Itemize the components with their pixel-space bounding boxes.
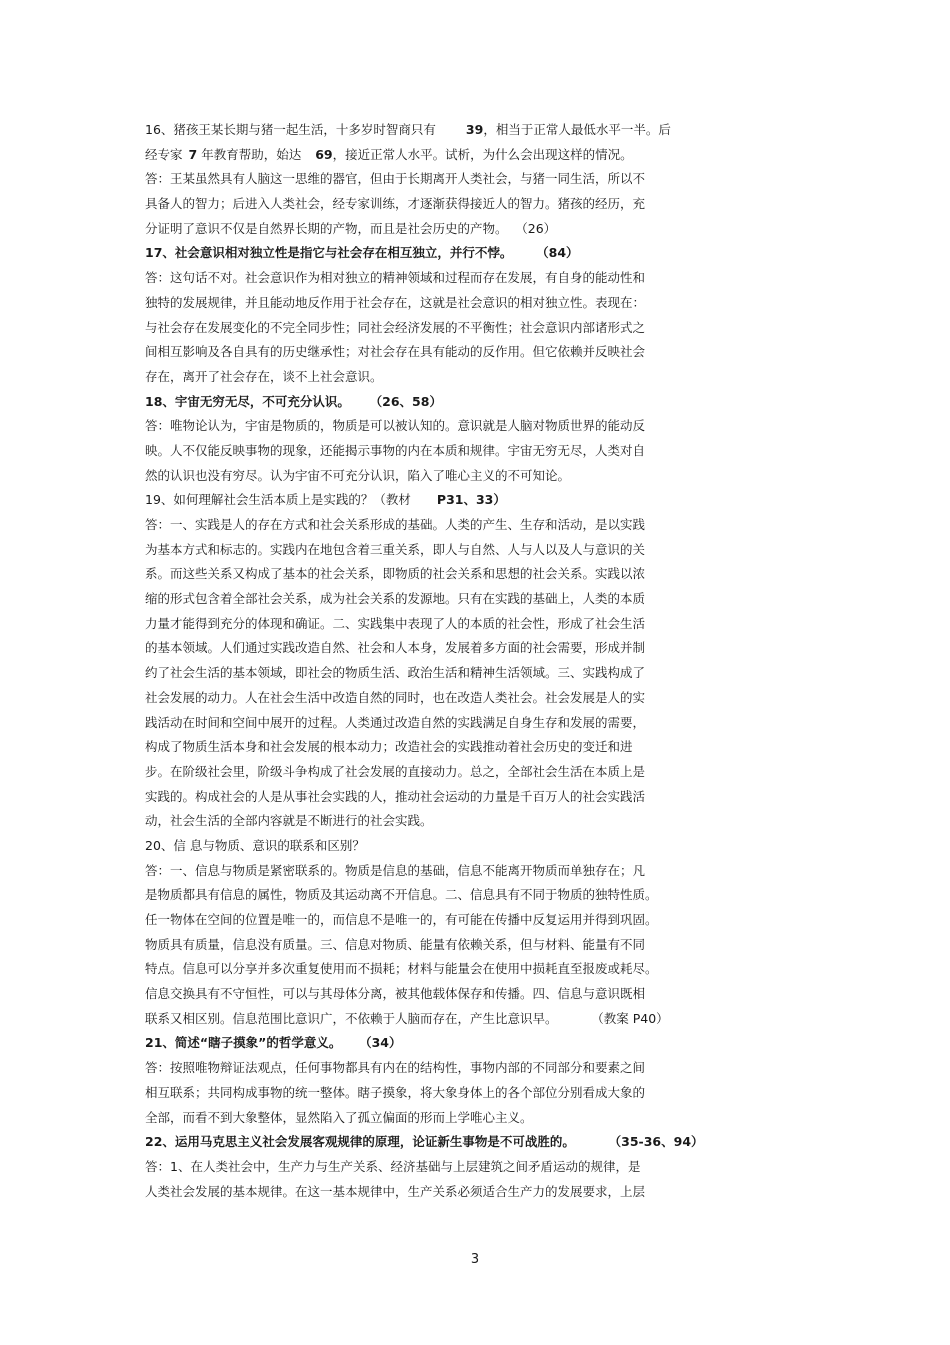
text-segment: 的基本领域。人们通过实践改造自然、社会和人本身，发展着多方面的社会需要，形成并制	[145, 640, 646, 656]
text-segment: （84）	[542, 245, 579, 261]
text-line	[145, 316, 735, 341]
text-segment: 任一物体在空间的位置是唯一的，而信息不是唯一的，有可能在传播中反复运用并得到巩固。	[145, 912, 658, 927]
text-segment: P31、33）	[436, 492, 506, 508]
text-line	[145, 1130, 735, 1155]
text-segment: 物质具有质量，信息没有质量。三、信息对物质、能量有依赖关系，但与材料、能量有不同	[145, 936, 646, 952]
text-line	[145, 883, 735, 908]
text-segment: 答：按照唯物辩证法观点，任何事物都具有内在的结构性，事物内部的不同部分和要素之间	[145, 1060, 646, 1076]
text-segment: 独特的发展规律，并且能动地反作用于社会存在，这就是社会意识的相对独立性。表现在：	[145, 294, 646, 310]
text-segment: 69	[315, 146, 333, 162]
text-segment: 信息交换具有不守恒性，可以与其母体分离，被其他载体保存和传播。四、信息与意识既相	[145, 986, 646, 1002]
text-line	[145, 1081, 735, 1106]
text-segment: 步。在阶级社会里，阶级斗争构成了社会发展的直接动力。总之，全部社会生活在本质上是	[145, 763, 646, 779]
text-segment: 全部，而看不到大象整体，显然陷入了孤立偏面的形而上学唯心主义。	[145, 1109, 533, 1125]
text-line	[145, 217, 735, 242]
text-segment: 20、信 息与物质、意识的联系和区别？	[145, 837, 365, 853]
text-line	[145, 562, 735, 587]
text-line	[145, 365, 735, 390]
text-segment: 22、运用马克思主义社会发展客观规律的原理，论证新生事物是不可战胜的。	[145, 1134, 575, 1150]
text-segment: 然的认识也没有穷尽。认为宇宙不可充分认识，陷入了唯心主义的不可知论。	[145, 467, 571, 483]
text-line	[145, 735, 735, 760]
text-segment: 映。人不仅能反映事物的现象，还能揭示事物的内在本质和规律。宇宙无穷无尽，人类对自	[145, 442, 646, 458]
page-number: 3	[470, 1252, 480, 1267]
text-segment: 相互联系；共同构成事物的统一整体。瞎子摸象，将大象身体上的各个部位分别看成大象的	[145, 1084, 646, 1100]
text-segment: 16、猪孩王某长期与猪一起生活，十多岁时智商只有	[145, 122, 436, 137]
text-segment: 年教育帮助，始达	[201, 146, 302, 162]
text-line	[145, 859, 735, 884]
text-segment: 践活动在时间和空间中展开的过程。人类通过改造自然的实践满足自身生存和发展的需要，	[145, 714, 646, 730]
text-segment: 分证明了意识不仅是自然界长期的产物，而且是社会历史的产物。	[145, 220, 508, 236]
text-line	[145, 1007, 735, 1032]
text-segment: （35-36、94）	[614, 1134, 704, 1150]
text-segment: 39	[465, 122, 484, 137]
text-segment: 是物质都具有信息的属性，物质及其运动离不开信息。二、信息具有不同于物质的独特性质。	[145, 887, 658, 903]
text-segment: 答：王某虽然具有人脑这一思维的器官，但由于长期离开人类社会，与猪一同生活，所以不	[145, 171, 646, 187]
text-segment: 动，社会生活的全部内容就是不断进行的社会实践。	[145, 813, 433, 829]
text-line	[145, 1155, 735, 1180]
text-line	[145, 266, 735, 291]
text-segment: ，相当于正常人最低水平一半。后	[483, 122, 671, 137]
text-line	[145, 143, 735, 168]
text-segment: 缩的形式包含着全部社会关系，成为社会关系的发源地。只有在实践的基础上，人类的本质	[145, 591, 646, 607]
text-segment: 约了社会生活的基本领域，即社会的物质生活、政治生活和精神生活领域。三、实践构成了	[145, 665, 646, 681]
text-segment: 间相互影响及各自具有的历史继承性；对社会存在具有能动的反作用。但它依赖并反映社会	[145, 344, 646, 360]
text-segment: （34）	[365, 1035, 402, 1051]
text-line	[145, 661, 735, 686]
text-segment: 人类社会发展的基本规律。在这一基本规律中，生产关系必须适合生产力的发展要求，上层	[145, 1183, 646, 1199]
text-segment: 力量才能得到充分的体现和确证。二、实践集中表现了人的本质的社会性，形成了社会生活	[145, 615, 646, 631]
text-segment: 答：1、在人类社会中，生产力与生产关系、经济基础与上层建筑之间矛盾运动的规律，是	[145, 1158, 641, 1174]
text-line	[145, 291, 735, 316]
text-segment: 7	[188, 146, 198, 162]
text-segment: （教案 P40）	[597, 1010, 669, 1026]
text-line	[145, 933, 735, 958]
text-line	[145, 192, 735, 217]
text-line	[145, 612, 735, 637]
document-body	[145, 118, 735, 1204]
text-segment: 实践的。构成社会的人是从事社会实践的人，推动社会运动的力量是千百万人的社会实践活	[145, 788, 646, 804]
text-line	[145, 686, 735, 711]
text-line	[145, 636, 735, 661]
text-line	[145, 538, 735, 563]
text-segment: ，接近正常人水平。试析，为什么会出现这样的情况。	[332, 146, 633, 162]
text-line	[145, 414, 735, 439]
text-segment: 答：一、实践是人的存在方式和社会关系形成的基础。人类的产生、生存和活动，是以实践	[145, 517, 646, 532]
text-line	[145, 167, 735, 192]
text-segment: 答：这句话不对。社会意识作为相对独立的精神领域和过程而存在发展，有自身的能动性和	[145, 270, 646, 286]
text-line	[145, 390, 735, 415]
text-segment: 经专家	[145, 146, 183, 162]
text-segment: 答：唯物论认为，宇宙是物质的，物质是可以被认知的。意识就是人脑对物质世界的能动反	[145, 418, 646, 434]
text-line	[145, 513, 735, 538]
text-line	[145, 439, 735, 464]
text-line	[145, 488, 735, 513]
text-segment: 具备人的智力；后进入人类社会，经专家训练，才逐渐获得接近人的智力。猪孩的经历，充	[145, 196, 646, 212]
text-segment: （26）	[521, 220, 557, 236]
text-segment: 联系又相区别。信息范围比意识广，不依赖于人脑而存在，产生比意识早。	[145, 1010, 558, 1026]
text-line	[145, 834, 735, 859]
text-segment: （26、58）	[375, 393, 442, 409]
text-line	[145, 1056, 735, 1081]
text-line	[145, 785, 735, 810]
text-segment: 构成了物质生活本身和社会发展的根本动力；改造社会的实践推动着社会历史的变迁和进	[145, 739, 633, 755]
text-line	[145, 1106, 735, 1131]
text-segment: 18、宇宙无穷无尽，不可充分认识。	[145, 393, 350, 409]
text-line	[145, 464, 735, 489]
text-segment: 17、社会意识相对独立性是指它与社会存在相互独立，并行不悖。	[145, 245, 513, 261]
text-segment: 特点。信息可以分享并多次重复使用而不损耗；材料与能量会在使用中损耗直至报废或耗尽。	[145, 961, 658, 977]
text-line	[145, 908, 735, 933]
text-segment: 社会发展的动力。人在社会生活中改造自然的同时，也在改造人类社会。社会发展是人的实	[145, 689, 646, 705]
text-line	[145, 982, 735, 1007]
text-line	[145, 711, 735, 736]
text-segment: 为基本方式和标志的。实践内在地包含着三重关系，即人与自然、人与人以及人与意识的关	[145, 541, 646, 557]
text-segment: 系。而这些关系又构成了基本的社会关系，即物质的社会关系和思想的社会关系。实践以浓	[145, 566, 646, 582]
text-line	[145, 760, 735, 785]
text-line	[145, 1031, 735, 1056]
text-line	[145, 340, 735, 365]
text-segment: 19、如何理解社会生活本质上是实践的？（教材	[145, 492, 411, 508]
text-segment: 21、简述“瞎子摸象”的哲学意义。	[145, 1035, 342, 1051]
text-line	[145, 241, 735, 266]
text-line	[145, 957, 735, 982]
text-segment: 答：一、信息与物质是紧密联系的。物质是信息的基础，信息不能离开物质而单独存在；凡	[145, 862, 646, 878]
text-line	[145, 1180, 735, 1205]
text-line	[145, 118, 735, 143]
text-line	[145, 587, 735, 612]
text-segment: 存在，离开了社会存在，谈不上社会意识。	[145, 368, 383, 384]
text-line	[145, 809, 735, 834]
text-segment: 与社会存在发展变化的不完全同步性；同社会经济发展的不平衡性；社会意识内部诸形式之	[145, 319, 646, 335]
